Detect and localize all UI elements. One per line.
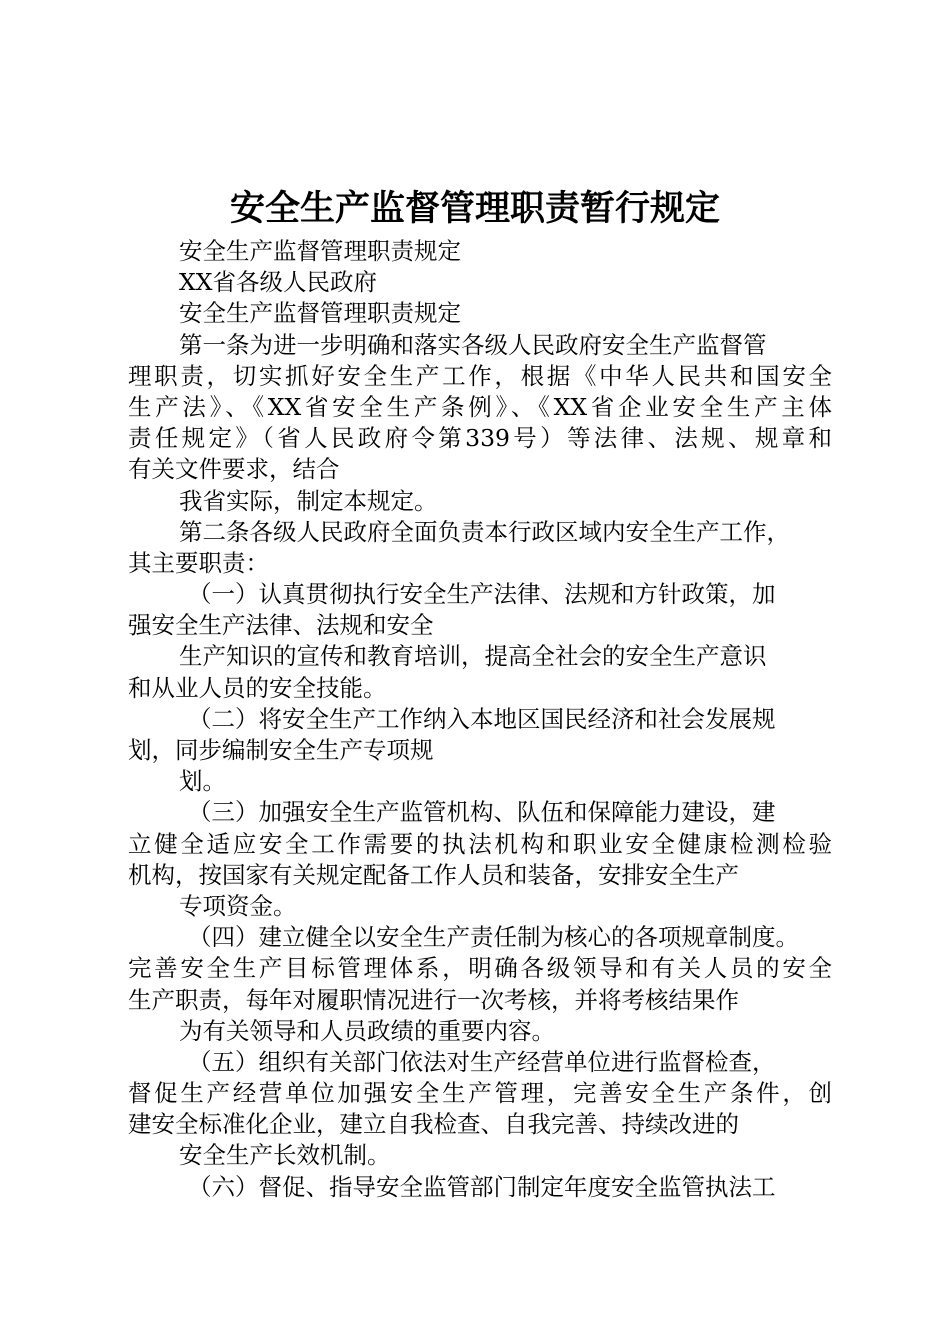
item-1-line: 和从业人员的安全技能。 — [128, 673, 387, 702]
item-3-line: （三）加强安全生产监管机构、队伍和保障能力建设，建 — [188, 798, 776, 827]
item-5-line: 建安全标准化企业，建立自我检查、自我完善、持续改进的 — [128, 1110, 739, 1139]
item-1-line: 强安全生产法律、法规和安全 — [128, 611, 434, 640]
item-2-line: （二）将安全生产工作纳入本地区国民经济和社会发展规 — [188, 704, 776, 733]
article-1-line: 我省实际，制定本规定。 — [179, 486, 438, 515]
item-5-line: （五）组织有关部门依法对生产经营单位进行监督检查， — [188, 1047, 776, 1076]
article-1-line: 第一条为进一步明确和落实各级人民政府安全生产监督管 — [179, 330, 767, 359]
item-2-line: 划。 — [179, 767, 226, 796]
item-1-line: （一）认真贯彻执行安全生产法律、法规和方针政策，加 — [188, 580, 776, 609]
item-4-line: （四）建立健全以安全生产责任制为核心的各项规章制度。 — [188, 923, 799, 952]
article-2-line: 其主要职责： — [128, 548, 269, 577]
item-6-line: （六）督促、指导安全监管部门制定年度安全监管执法工 — [188, 1172, 776, 1201]
item-2-line: 划，同步编制安全生产专项规 — [128, 736, 434, 764]
item-1-line: 生产知识的宣传和教育培训，提高全社会的安全生产意识 — [179, 642, 767, 671]
article-1-line: 有关文件要求，结合 — [128, 455, 340, 484]
issuer-line: XX省各级人民政府 — [179, 268, 377, 297]
document-title: 安全生产监督管理职责暂行规定 — [229, 188, 720, 229]
item-5-line: 安全生产长效机制。 — [179, 1141, 391, 1170]
item-4-line: 完善安全生产目标管理体系，明确各级领导和有关人员的安全 — [128, 954, 832, 983]
item-3-line: 立健全适应安全工作需要的执法机构和职业安全健康检测检验 — [128, 829, 832, 858]
subtitle-line: 安全生产监督管理职责规定 — [179, 237, 461, 265]
article-2-line: 第二条各级人民政府全面负责本行政区域内安全生产工作， — [179, 517, 790, 546]
subtitle-line: 安全生产监督管理职责规定 — [179, 299, 461, 328]
item-4-line: 为有关领导和人员政绩的重要内容。 — [179, 1016, 555, 1045]
item-3-line: 专项资金。 — [179, 891, 297, 920]
item-4-line: 生产职责，每年对履职情况进行一次考核，并将考核结果作 — [128, 985, 739, 1014]
item-5-line: 督促生产经营单位加强安全生产管理，完善安全生产条件，创 — [128, 1079, 832, 1108]
article-1-line: 理职责，切实抓好安全生产工作，根据《中华人民共和国安全 — [128, 361, 832, 390]
item-3-line: 机构，按国家有关规定配备工作人员和装备，安排安全生产 — [128, 860, 739, 889]
article-1-line: 责任规定》（省人民政府令第339号）等法律、法规、规章和 — [128, 424, 832, 453]
document-body — [128, 236, 838, 1203]
article-1-line: 生产法》、《XX省安全生产条例》、《XX省企业安全生产主体 — [128, 392, 832, 421]
